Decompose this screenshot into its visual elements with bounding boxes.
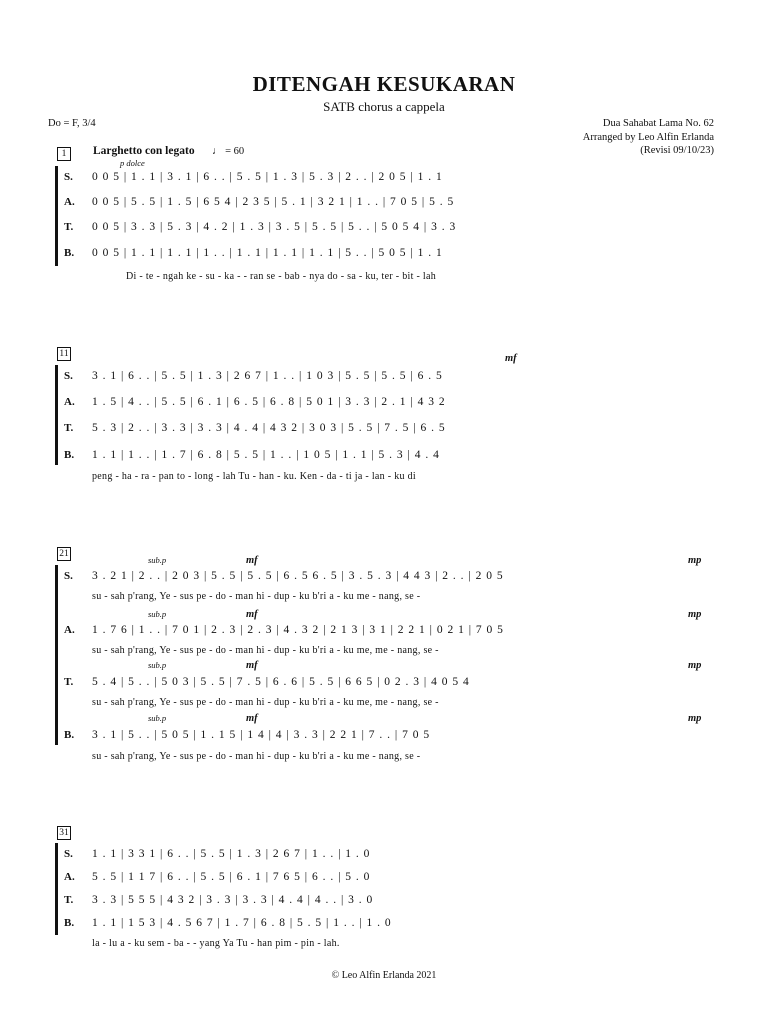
voice-label-bass: B.	[64, 729, 75, 741]
dynamic-marking: mp	[688, 660, 702, 671]
dynamic-marking: p dolce	[120, 158, 145, 168]
system-brace	[55, 565, 62, 745]
system-number: 31	[57, 826, 71, 840]
lyrics-line: peng - ha - ra - pan to - long - lah Tu - han - ku. Ken - da - ti ja - lan - ku di	[92, 471, 416, 482]
system-brace	[55, 166, 62, 266]
dynamic-marking: mf	[246, 660, 258, 671]
soprano-notes: 0 0 5 | 1 . 1 | 3 . 1 | 6 . . | 5 . 5 | 1 . 3 | 5 . 3 | 2 . . | 2 0 5 | 1 . 1	[92, 171, 443, 183]
voice-label-alto: A.	[64, 871, 75, 883]
copyright-footer: © Leo Alfin Erlanda 2021	[331, 970, 437, 981]
bass-notes: 0 0 5 | 1 . 1 | 1 . 1 | 1 . . | 1 . 1 | 1 . 1 | 1 . 1 | 5 . . | 5 0 5 | 1 . 1	[92, 247, 443, 259]
key-signature: Do = F, 3/4	[48, 118, 96, 129]
lyrics-line: la - lu a - ku sem - ba - - yang Ya Tu - han pim - pin - lah.	[92, 938, 340, 949]
system-brace	[55, 843, 62, 935]
arranger-label: Arranged by Leo Alfin Erlanda	[582, 132, 714, 143]
tempo-marking: Larghetto con legato	[93, 145, 195, 157]
voice-label-soprano: S.	[64, 171, 73, 183]
voice-label-alto: A.	[64, 624, 75, 636]
voice-label-tenor: T.	[64, 221, 74, 233]
bass-lyrics: su - sah p'rang, Ye - sus pe - do - man hi - dup - ku b'ri a - ku me - nang, se -	[92, 751, 421, 762]
soprano-notes: 3 . 1 | 6 . . | 5 . 5 | 1 . 3 | 2 6 7 | 1 . . | 1 0 3 | 5 . 5 | 5 . 5 | 6 . 5	[92, 370, 443, 382]
tenor-notes: 3 . 3 | 5 5 5 | 4 3 2 | 3 . 3 | 3 . 3 | 4 . 4 | 4 . . | 3 . 0	[92, 894, 374, 906]
alto-notes: 1 . 7 6 | 1 . . | 7 0 1 | 2 . 3 | 2 . 3 | 4 . 3 2 | 2 1 3 | 3 1 | 2 2 1 | 0 2 1 | 7 0 5	[92, 624, 504, 636]
bass-notes: 3 . 1 | 5 . . | 5 0 5 | 1 . 1 5 | 1 4 | 4 | 3 . 3 | 2 2 1 | 7 . . | 7 0 5	[92, 729, 431, 741]
alto-lyrics: su - sah p'rang, Ye - sus pe - do - man hi - dup - ku b'ri a - ku me, me - nang, se -	[92, 645, 439, 656]
page-title: DITENGAH KESUKARAN	[252, 72, 516, 96]
dynamic-marking: sub.p	[148, 609, 167, 619]
system-brace	[55, 365, 62, 465]
alto-notes: 1 . 5 | 4 . . | 5 . 5 | 6 . 1 | 6 . 5 | 6 . 8 | 5 0 1 | 3 . 3 | 2 . 1 | 4 3 2	[92, 396, 446, 408]
metronome-marking: ♩ = 60	[212, 146, 245, 157]
dynamic-marking: sub.p	[148, 713, 167, 723]
dynamic-marking: sub.p	[148, 660, 167, 670]
tenor-notes: 5 . 4 | 5 . . | 5 0 3 | 5 . 5 | 7 . 5 | 6 . 6 | 5 . 5 | 6 6 5 | 0 2 . 3 | 4 0 5 4	[92, 676, 470, 688]
series-label: Dua Sahabat Lama No. 62	[602, 118, 714, 129]
voice-label-tenor: T.	[64, 676, 74, 688]
voice-label-bass: B.	[64, 917, 75, 929]
voice-label-alto: A.	[64, 396, 75, 408]
voice-label-tenor: T.	[64, 422, 74, 434]
soprano-lyrics: su - sah p'rang, Ye - sus pe - do - man hi - dup - ku b'ri a - ku me - nang, se -	[92, 591, 421, 602]
tenor-lyrics: su - sah p'rang, Ye - sus pe - do - man hi - dup - ku b'ri a - ku me, me - nang, se -	[92, 697, 439, 708]
soprano-notes: 1 . 1 | 3 3 1 | 6 . . | 5 . 5 | 1 . 3 | 2 6 7 | 1 . . | 1 . 0	[92, 848, 371, 860]
system-number: 21	[57, 547, 71, 561]
dynamic-marking: mf	[505, 353, 517, 364]
revision-label: (Revisi 09/10/23)	[640, 145, 714, 156]
soprano-notes: 3 . 2 1 | 2 . . | 2 0 3 | 5 . 5 | 5 . 5 | 6 . 5 6 . 5 | 3 . 5 . 3 | 4 4 3 | 2 . . | 2 0 5	[92, 570, 504, 582]
alto-notes: 0 0 5 | 5 . 5 | 1 . 5 | 6 5 4 | 2 3 5 | 5 . 1 | 3 2 1 | 1 . . | 7 0 5 | 5 . 5	[92, 196, 455, 208]
lyrics-line: Di - te - ngah ke - su - ka - - ran se - bab - nya do - sa - ku, ter - bit - lah	[126, 271, 437, 282]
tenor-notes: 0 0 5 | 3 . 3 | 5 . 3 | 4 . 2 | 1 . 3 | 3 . 5 | 5 . 5 | 5 . . | 5 0 5 4 | 3 . 3	[92, 221, 457, 233]
page-subtitle: SATB chorus a cappela	[323, 99, 445, 114]
dynamic-marking: mf	[246, 713, 258, 724]
system-number: 1	[57, 147, 71, 161]
voice-label-soprano: S.	[64, 370, 73, 382]
bass-notes: 1 . 1 | 1 . . | 1 . 7 | 6 . 8 | 5 . 5 | 1 . . | 1 0 5 | 1 . 1 | 5 . 3 | 4 . 4	[92, 449, 440, 461]
voice-label-bass: B.	[64, 247, 75, 259]
dynamic-marking: sub.p	[148, 555, 167, 565]
voice-label-alto: A.	[64, 196, 75, 208]
dynamic-marking: mp	[688, 713, 702, 724]
voice-label-bass: B.	[64, 449, 75, 461]
alto-notes: 5 . 5 | 1 1 7 | 6 . . | 5 . 5 | 6 . 1 | 7 6 5 | 6 . . | 5 . 0	[92, 871, 371, 883]
dynamic-marking: mf	[246, 555, 258, 566]
bass-notes: 1 . 1 | 1 5 3 | 4 . 5 6 7 | 1 . 7 | 6 . 8 | 5 . 5 | 1 . . | 1 . 0	[92, 917, 392, 929]
dynamic-marking: mp	[688, 609, 702, 620]
system-number: 11	[57, 347, 71, 361]
voice-label-tenor: T.	[64, 894, 74, 906]
dynamic-marking: mf	[246, 609, 258, 620]
dynamic-marking: mp	[688, 555, 702, 566]
tenor-notes: 5 . 3 | 2 . . | 3 . 3 | 3 . 3 | 4 . 4 | 4 3 2 | 3 0 3 | 5 . 5 | 7 . 5 | 6 . 5	[92, 422, 446, 434]
voice-label-soprano: S.	[64, 570, 73, 582]
voice-label-soprano: S.	[64, 848, 73, 860]
